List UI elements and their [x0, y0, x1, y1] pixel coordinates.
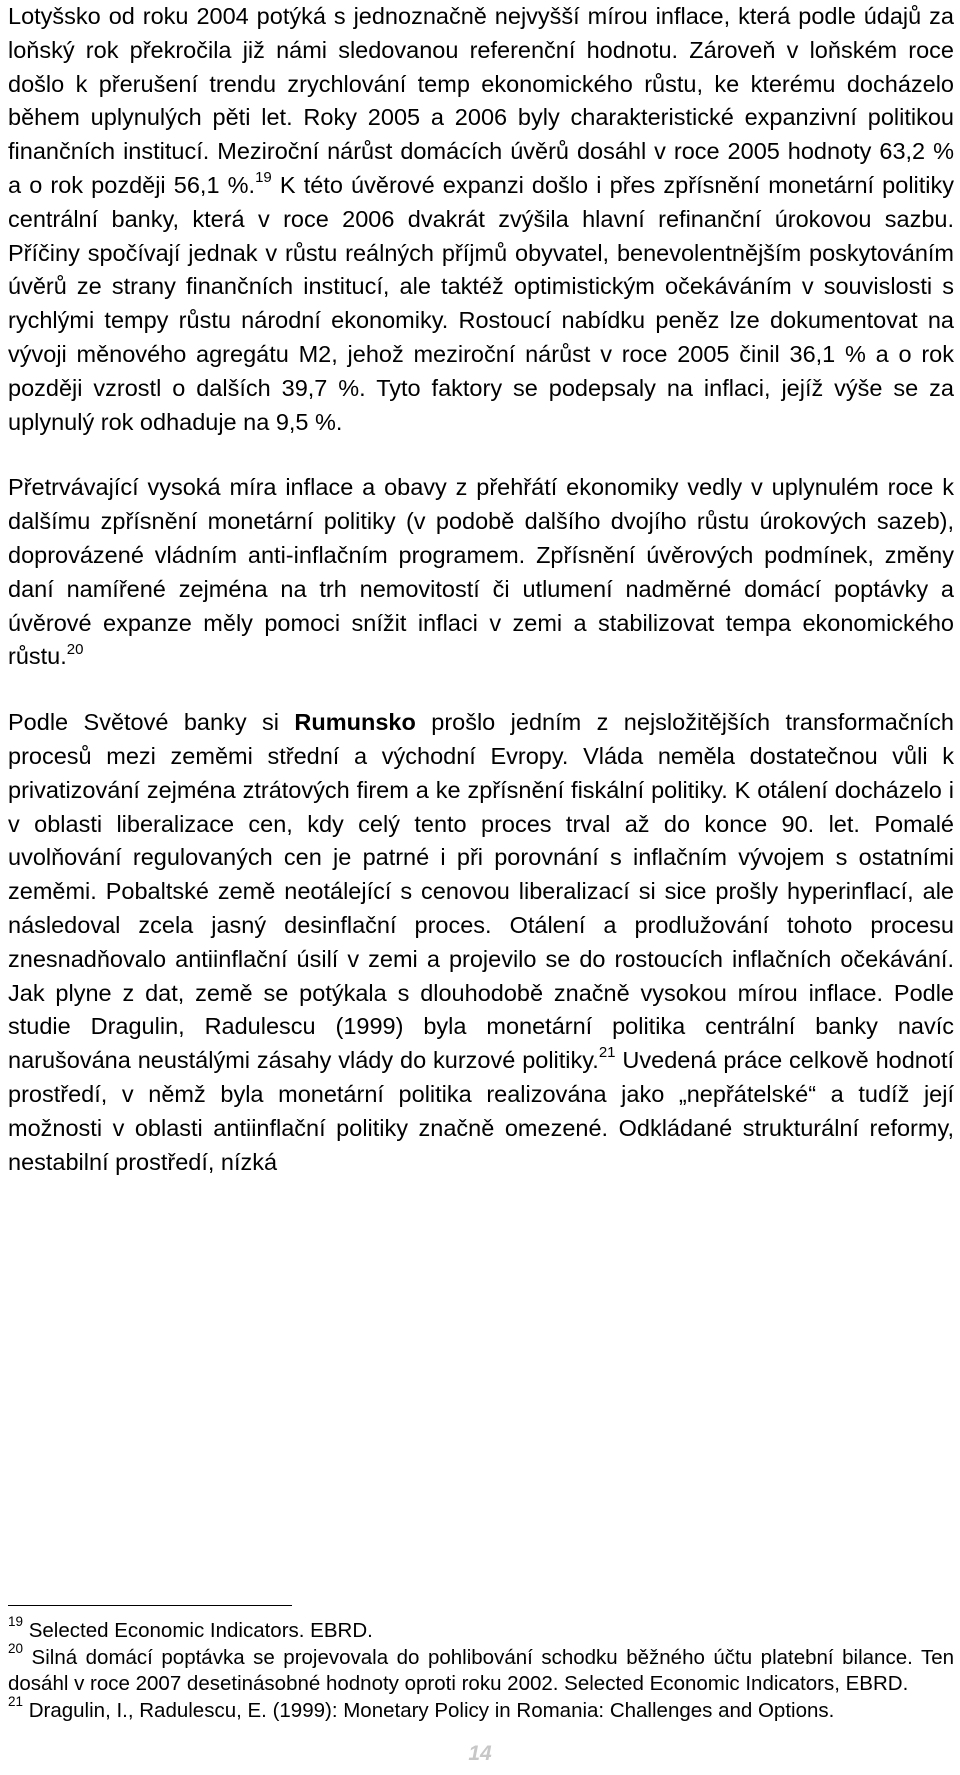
footnote-ref[interactable]: 20 — [66, 640, 84, 658]
paragraph-latvia — [8, 0, 954, 439]
footnote-text: Selected Economic Indicators. EBRD. — [23, 1619, 373, 1642]
footnote-ref[interactable]: 19 — [255, 169, 272, 187]
footnote — [8, 1640, 954, 1698]
footnote — [8, 1693, 954, 1725]
page-number: 14 — [468, 1742, 492, 1765]
paragraph-text: Podle Světové banky si — [8, 709, 295, 736]
country-name: Rumunsko — [294, 709, 416, 736]
footnote-number: 19 — [8, 1614, 24, 1630]
footnote — [8, 1614, 954, 1645]
paragraph-text: K této úvěrové expanzi došlo i přes zpřísnění monetární politiky centrální banky, která v roce 2006 dvakrát zvýšila hlavní refinanční úrokovou sazbu. Příčiny spočívají jednak v růstu reálných příjmů obyvatel, benevolentnějším poskytováním úvěrů ze strany finančních institucí, ale taktéž optimistickým očekáváním v souvislosti s rychlými tempy růstu národní ekonomiky. Rostoucí nabídku peněz lze dokumentovat na vývoji měnového agregátu M2, jehož meziroční nárůst v roce 2005 činil 36,1 % a o rok později vzrostl o dalších 39,7 %. Tyto faktory se podepsaly na inflaci, jejíž výše se za uplynulý rok odhaduje na 9,5 %. — [8, 171, 955, 435]
paragraph-inflation-policy — [8, 471, 954, 674]
footnote-number: 21 — [8, 1693, 24, 1709]
footnote-ref[interactable]: 21 — [598, 1044, 616, 1062]
footnote-text: Dragulin, I., Radulescu, E. (1999): Monetary Policy in Romania: Challenges and Options. — [23, 1698, 835, 1722]
paragraph-text: Lotyšsko od roku 2004 potýká s jednoznačně nejvyšší mírou inflace, která podle údajů za loňský rok překročila již námi sledovanou referenční hodnotu. Zároveň v loňském roce došlo k přerušení trendu zrychlování temp ekonomického růstu, ke kterému docházelo během uplynulých pěti let. Roky 2005 a 2006 byly charakteristické expanzivní politikou finančních institucí. Meziroční nárůst domácích úvěrů dosáhl v roce 2005 hodnoty 63,2 % a o rok později 56,1 %. — [8, 3, 954, 198]
document-page — [8, 0, 954, 1179]
footnote-divider — [8, 1605, 292, 1606]
paragraph-text: Uvedená práce celkově hodnotí prostředí, v němž byla monetární politika realizována jako „nepřátelské“ a tudíž její možnosti v oblasti antiinflační politiky značně omezené. Odkládané strukturální reformy, nestabilní prostředí, nízká — [8, 1047, 955, 1175]
paragraph-romania — [8, 706, 954, 1179]
footnote-text: Silná domácí poptávka se projevovala do pohlibování schodku běžného účtu platební bilance. Ten dosáhl v roce 2007 desetinásobné hodnoty oproti roku 2002. Selected Economic Indicators, EBRD. — [8, 1645, 954, 1695]
footnote-number: 20 — [8, 1640, 24, 1656]
paragraph-text: prošlo jedním z nejsložitějších transformačních procesů mezi zeměmi střední a východní Evropy. Vláda neměla dostatečnou vůli k privatizování zejména ztrátových firem a ke zpřísnění fiskální politiky. K otálení docházelo i v oblasti liberalizace cen, kdy celý tento proces trval až do konce 90. let. Pomalé uvolňování regulovaných cen je patrné i při porovnání s inflačním vývojem s ostatními zeměmi. Pobaltské země neotálející s cenovou liberalizací si sice prošly hyperinflací, ale následoval zcela jasný desinflační proces. Otálení a prodlužování tohoto procesu znesnadňovalo antiinflační úsilí v zemi a projevilo se do rostoucích inflačních očekávání. Jak plyne z dat, země se potýkala s dlouhodobě značně vysokou mírou inflace. Podle studie Dragulin, Radulescu (1999) byla monetární politika centrální banky navíc narušována neustálými zásahy vlády do kurzové politiky. — [8, 709, 954, 1074]
paragraph-text: Přetrvávající vysoká míra inflace a obavy z přehřátí ekonomiky vedly v uplynulém roce k dalšímu zpřísnění monetární politiky (v podobě dalšího dvojího růstu úrokových sazeb), doprovázené vládním anti-inflačním programem. Zpřísnění úvěrových podmínek, změny daní namířené zejména na trh nemovitostí či utlumení nadměrné domácí poptávky a úvěrové expanze měly pomoci snížit inflaci v zemi a stabilizovat tempa ekonomického růstu. — [8, 474, 954, 670]
footnotes — [8, 1614, 954, 1724]
